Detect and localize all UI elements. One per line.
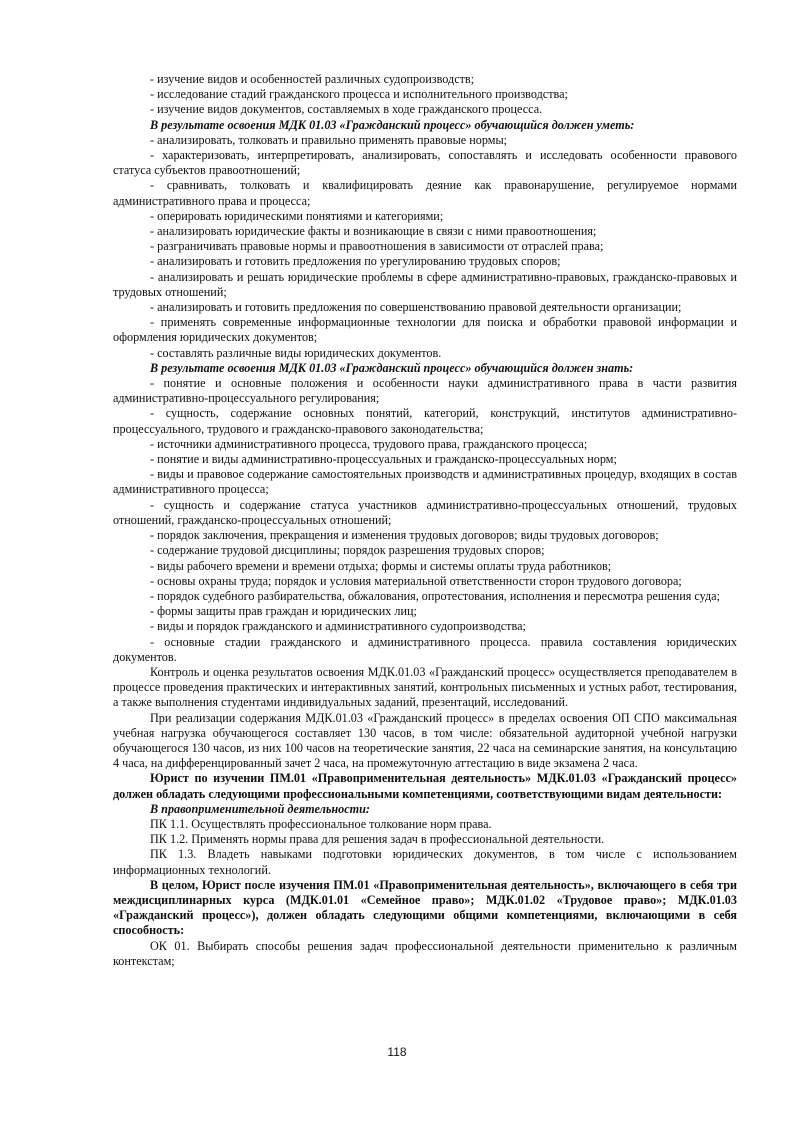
list-item: - основные стадии гражданского и административного процесса. правила составления юридических документов. xyxy=(113,634,737,664)
list-item: - характеризовать, интерпретировать, анализировать, сопоставлять и исследовать особенности правового статуса субъектов правоотношений; xyxy=(113,148,737,178)
list-item: - оперировать юридическими понятиями и категориями; xyxy=(150,208,444,223)
list-item: - виды и правовое содержание самостоятельных производств и административных процедур, входящих в состав административного процесса; xyxy=(113,467,737,497)
list-item: - источники административного процесса, трудового права, гражданского процесса; xyxy=(150,436,588,451)
list-item: - анализировать и решать юридические проблемы в сфере административно-правовых, гражданско-правовых и трудовых отношений; xyxy=(113,269,737,299)
list-item: - анализировать юридические факты и возникающие в связи с ними правоотношения; xyxy=(150,224,597,239)
list-item: - сущность и содержание статуса участников административно-процессуальных отношений, трудовых отношений, гражданско-процессуальных отношений; xyxy=(113,497,737,527)
competencies-heading: Юрист по изучении ПМ.01 «Правоприменительная деятельность» МДК.01.03 «Гражданский процесс» должен обладать следующими профессиональными компетенциями, соответствующими видам деятельности: xyxy=(113,771,737,801)
list-item: - содержание трудовой дисциплины; порядок разрешения трудовых споров; xyxy=(150,543,545,558)
list-item: - основы охраны труда; порядок и условия материальной ответственности сторон трудового договора; xyxy=(150,573,682,588)
list-item: - формы защиты прав граждан и юридических лиц; xyxy=(150,604,417,619)
competency-item: ПК 1.2. Применять нормы права для решения задач в профессиональной деятельности. xyxy=(150,832,605,847)
list-item: - сущность, содержание основных понятий, категорий, конструкций, институтов административно-процессуального, трудового и гражданско-правового законодательства; xyxy=(113,406,737,436)
list-item: - понятие и виды административно-процессуальных и гражданско-процессуальных норм; xyxy=(150,452,617,467)
list-item: - анализировать, толковать и правильно применять правовые нормы; xyxy=(150,132,508,147)
list-item: - порядок заключения, прекращения и изменения трудовых договоров; виды трудовых договоров; xyxy=(150,528,659,543)
page-number: 118 xyxy=(387,1045,407,1059)
list-item: - виды рабочего времени и времени отдыха; формы и системы оплаты труда работников; xyxy=(150,558,612,573)
competency-item: ПК 1.3. Владеть навыками подготовки юридических документов, в том числе с использованием информационных технологий. xyxy=(113,847,737,877)
list-item: - анализировать и готовить предложения по урегулированию трудовых споров; xyxy=(150,254,561,269)
section-heading: В результате освоения МДК 01.03 «Гражданский процесс» обучающийся должен уметь: xyxy=(150,117,635,132)
section-heading: В правоприменительной деятельности: xyxy=(150,801,370,816)
list-item: - анализировать и готовить предложения по совершенствованию правовой деятельности организации; xyxy=(150,300,682,315)
list-item: - понятие и основные положения и особенности науки административного права в части развития административно-процессуального регулирования; xyxy=(113,376,737,406)
list-item: - составлять различные виды юридических документов. xyxy=(150,345,442,360)
section-heading: В результате освоения МДК 01.03 «Гражданский процесс» обучающийся должен знать: xyxy=(150,360,634,375)
list-item: - изучение видов и особенностей различных судопроизводств; xyxy=(150,72,475,86)
list-item: - разграничивать правовые нормы и правоотношения в зависимости от отраслей права; xyxy=(150,239,604,254)
list-item: - исследование стадий гражданского процесса и исполнительного производства; xyxy=(150,87,568,102)
competencies-heading: В целом, Юрист после изучения ПМ.01 «Правоприменительная деятельность», включающего в себя три междисциплинарных курса (МДК.01.01 «Семейное право»; МДК.01.02 «Трудовое право»; МДК.01.03 «Гражданский процесс»), должен обладать следующими общими компетенциями, включающими в себя способность: xyxy=(113,877,737,938)
document-body xyxy=(113,72,737,969)
list-item: - изучение видов документов, составляемых в ходе гражданского процесса. xyxy=(150,102,543,117)
body-paragraph: Контроль и оценка результатов освоения МДК.01.03 «Гражданский процесс» осуществляется преподавателем в процессе проведения практических и интерактивных занятий, контрольных письменных и устных работ, тестирования, а также выполнения студентами индивидуальных заданий, презентаций, исследований. xyxy=(113,664,737,710)
competency-item: ПК 1.1. Осуществлять профессиональное толкование норм права. xyxy=(150,816,492,831)
list-item: - виды и порядок гражданского и административного судопроизводства; xyxy=(150,619,526,634)
list-item: - сравнивать, толковать и квалифицировать деяние как правонарушение, регулируемое нормами административного права и процесса; xyxy=(113,178,737,208)
body-paragraph: При реализации содержания МДК.01.03 «Гражданский процесс» в пределах освоения ОП СПО максимальная учебная нагрузка обучающегося составляет 130 часов, в том числе: обязательной аудиторной учебной нагрузки обучающегося 130 часов, из них 100 часов на теоретические занятия, 22 часа на семинарские занятия, на консультацию 4 часа, на дифференцированный зачет 2 часа, на промежуточную аттестацию в виде экзамена 2 часа. xyxy=(113,710,737,771)
list-item: - применять современные информационные технологии для поиска и обработки правовой информации и оформления юридических документов; xyxy=(113,315,737,345)
competency-item: ОК 01. Выбирать способы решения задач профессиональной деятельности применительно к различным контекстам; xyxy=(113,938,737,968)
list-item: - порядок судебного разбирательства, обжалования, опротестования, исполнения и пересмотра решения суда; xyxy=(150,588,720,603)
